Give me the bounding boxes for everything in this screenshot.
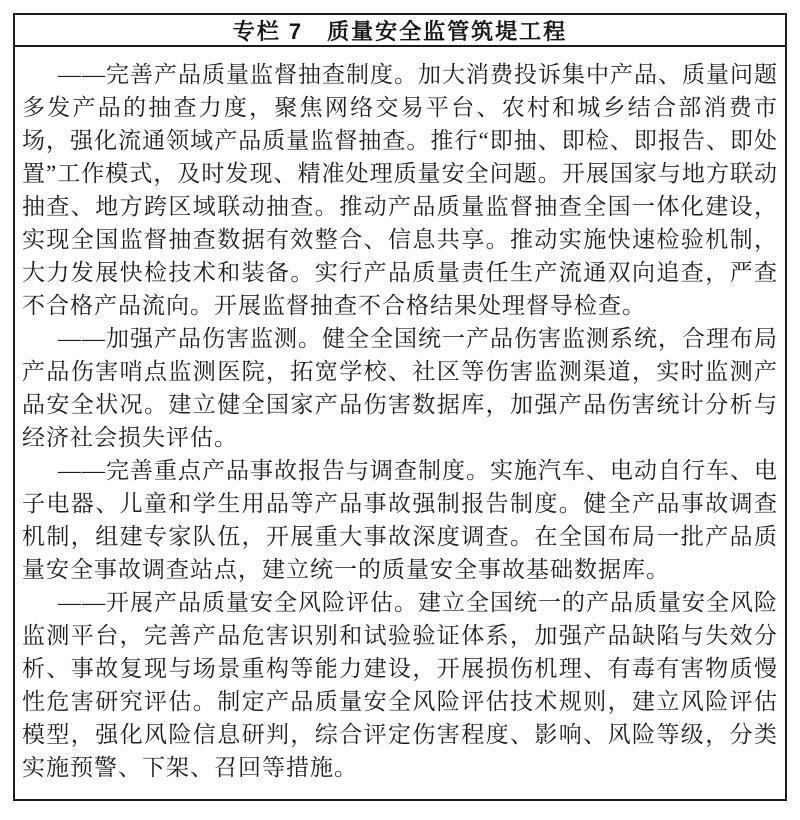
paragraph-1: ——完善产品质量监督抽查制度。加大消费投诉集中产品、质量问题多发产品的抽查力度，聚焦网络交易平台、农村和城乡结合部消费市场，强化流通领域产品质量监督抽查。推行“即抽、即检、即报告、即处置”工作模式，及时发现、精准处理质量安全问题。开展国家与地方联动抽查、地方跨区域联动抽查。推动产品质量监督抽查全国一体化建设，实现全国监督抽查数据有效整合、信息共享。推动实施快速检验机制，大力发展快检技术和装备。实行产品质量责任生产流通双向追查，严查不合格产品流向。开展监督抽查不合格结果处理督导检查。 bbox=[22, 62, 778, 318]
paragraph-4: ——开展产品质量安全风险评估。建立全国统一的产品质量安全风险监测平台，完善产品危害识别和试验验证体系，加强产品缺陷与失效分析、事故复现与场景重构等能力建设，开展损伤机理、有毒有害物质慢性危害研究评估。制定产品质量安全风险评估技术规则，建立风险评估模型，强化风险信息研判，综合评定伤害程度、影响、风险等级，分类实施预警、下架、召回等措施。 bbox=[22, 590, 778, 780]
box-title-bar bbox=[15, 15, 785, 47]
paragraph-2: ——加强产品伤害监测。健全全国统一产品伤害监测系统，合理布局产品伤害哨点监测医院，拓宽学校、社区等伤害监测渠道，实时监测产品安全状况。建立健全国家产品伤害数据库，加强产品伤害统计分析与经济社会损失评估。 bbox=[22, 326, 778, 450]
column-box bbox=[13, 13, 787, 801]
paragraph-3: ——完善重点产品事故报告与调查制度。实施汽车、电动自行车、电子电器、儿童和学生用品等产品事故强制报告制度。健全产品事故调查机制，组建专家队伍，开展重大事故深度调查。在全国布局一批产品质量安全事故调查站点，建立统一的质量安全事故基础数据库。 bbox=[22, 458, 778, 582]
box-title: 专栏 7 质量安全监管筑堤工程 bbox=[232, 18, 568, 44]
box-body bbox=[15, 47, 785, 784]
